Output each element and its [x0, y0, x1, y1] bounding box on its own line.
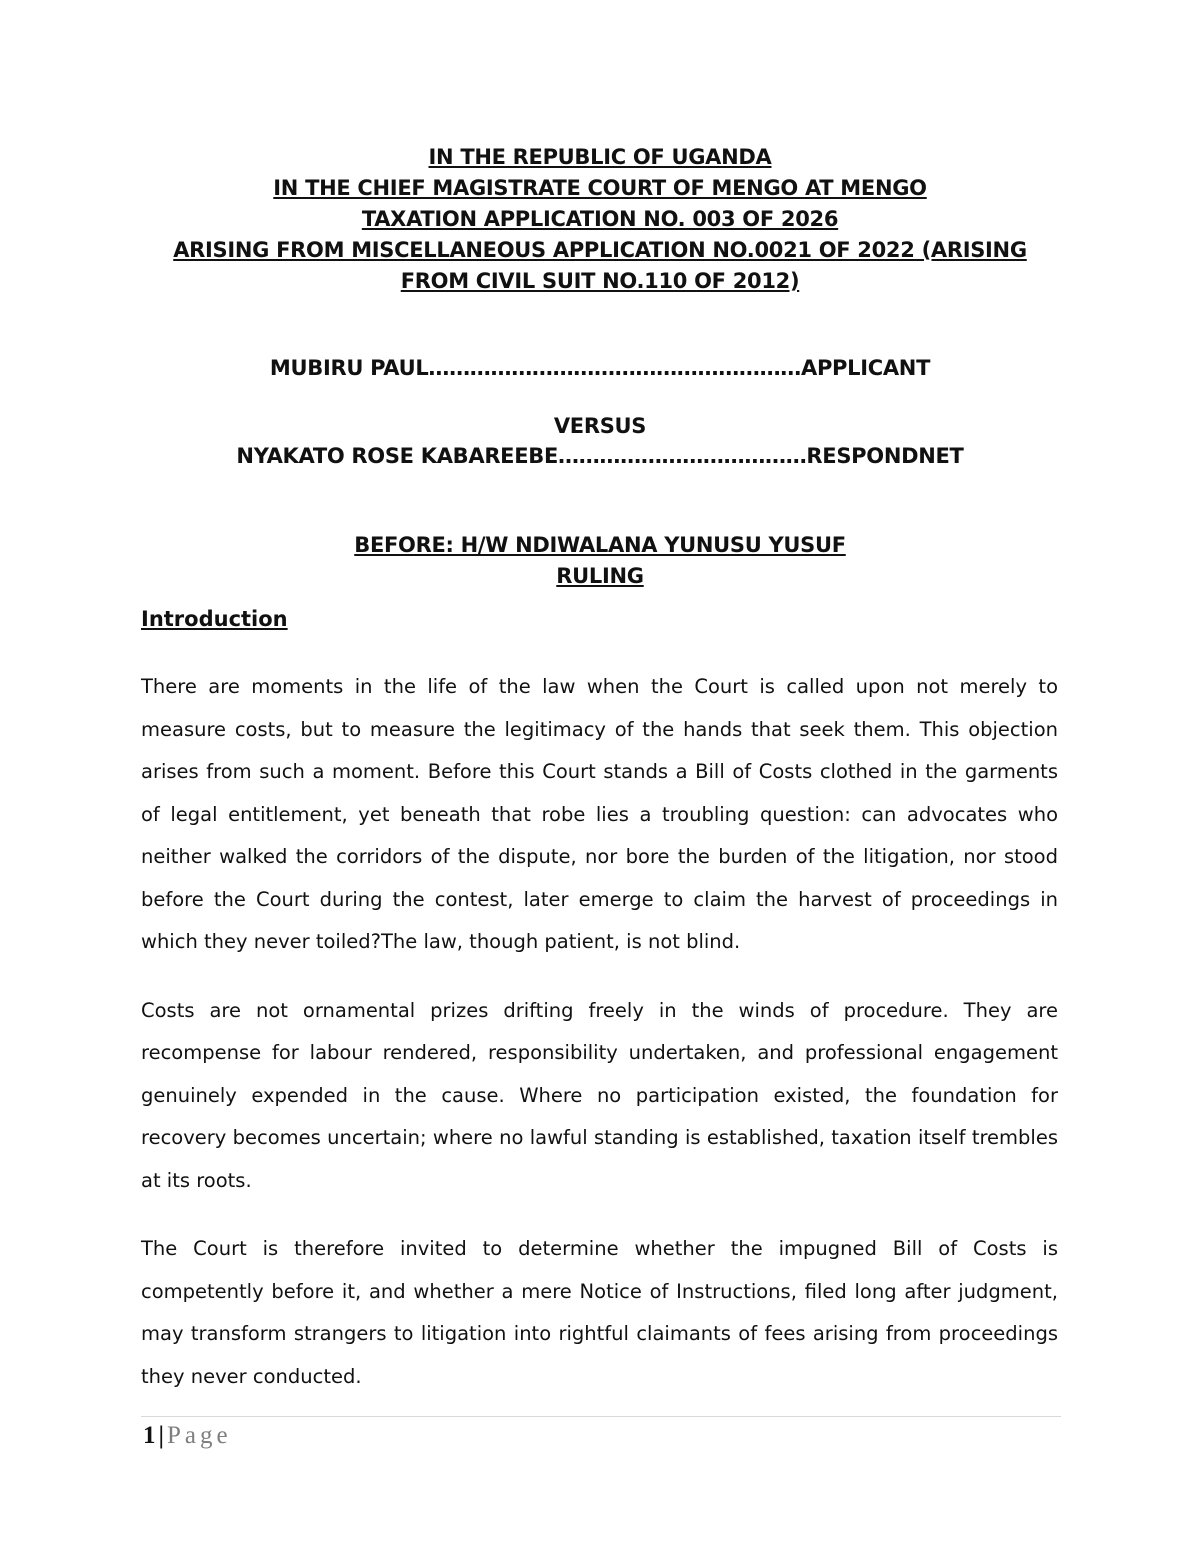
- page-footer: [143, 1420, 232, 1452]
- header-court: IN THE CHIEF MAGISTRATE COURT OF MENGO AT MENGO: [273, 176, 927, 200]
- page-label: Page: [167, 1422, 232, 1449]
- case-header: [140, 142, 1060, 297]
- section-heading-introduction: Introduction: [141, 607, 288, 631]
- paragraph: The Court is therefore invited to determine whether the impugned Bill of Costs is competently before it, and whether a mere Notice of Instructions, filed long after judgment, may transform strangers to litigation into rightful claimants of fees arising from proceedings they never conducted.: [141, 1237, 1058, 1388]
- ruling-title: RULING: [556, 564, 644, 588]
- page-number: 1: [143, 1422, 156, 1449]
- respondent-line: NYAKATO ROSE KABAREEBE………………………………RESPONDNET: [236, 444, 964, 468]
- header-civil-suit: FROM CIVIL SUIT NO.110 OF 2012): [400, 269, 800, 293]
- paragraph: There are moments in the life of the law when the Court is called upon not merely to measure costs, but to measure the legitimacy of the hands that seek them. This objection arises from such a moment. Before this Court stands a Bill of Costs clothed in the garments of legal entitlement, yet beneath that robe lies a troubling question: can advocates who neither walked the corridors of the dispute, nor bore the burden of the litigation, nor stood before the Court during the contest, later emerge to claim the harvest of proceedings in which they never toiled?The law, though patient, is not blind.: [141, 675, 1058, 953]
- body-text: [141, 666, 1058, 1424]
- bench-block: [140, 530, 1060, 592]
- before-judge: BEFORE: H/W NDIWALANA YUNUSU YUSUF: [354, 533, 846, 557]
- header-country: IN THE REPUBLIC OF UGANDA: [428, 145, 772, 169]
- paragraph: Costs are not ornamental prizes drifting freely in the winds of procedure. They are recompense for labour rendered, responsibility undertaken, and professional engagement genuinely expended in the cause. Where no participation existed, the foundation for recovery becomes uncertain; where no lawful standing is established, taxation itself trembles at its roots.: [141, 998, 1058, 1192]
- applicant-line: MUBIRU PAUL………………………………………………APPLICANT: [269, 356, 931, 380]
- footer-divider: [141, 1416, 1061, 1417]
- header-application-number: TAXATION APPLICATION NO. 003 OF 2026: [361, 207, 839, 231]
- page-separator: |: [158, 1422, 165, 1449]
- header-arising-from: ARISING FROM MISCELLANEOUS APPLICATION NO.0021 OF 2022 (ARISING: [173, 238, 1027, 262]
- versus-line: VERSUS: [553, 414, 647, 438]
